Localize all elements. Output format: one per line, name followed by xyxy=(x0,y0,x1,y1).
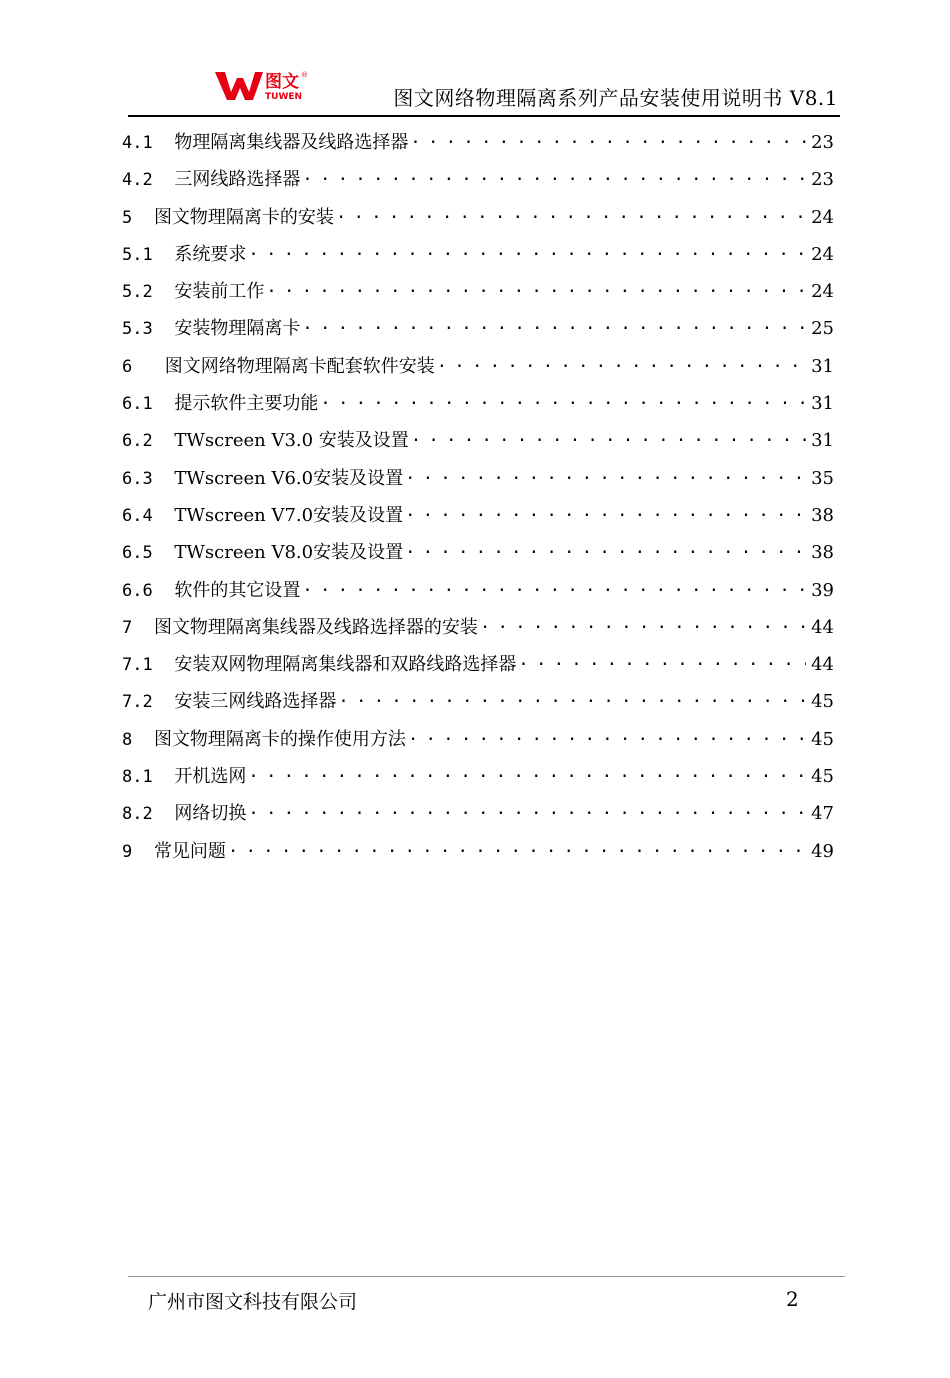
toc-entry[interactable] xyxy=(122,646,834,683)
logo-brand-cn: 图文 xyxy=(265,72,299,92)
toc-entry-number: 9 xyxy=(122,841,133,862)
toc-entry-gap xyxy=(153,683,175,720)
document-title: 图文网络物理隔离系列产品安装使用说明书 V8.1 xyxy=(393,86,838,110)
toc-dot-leader xyxy=(518,652,806,670)
toc-entry[interactable] xyxy=(122,385,834,422)
toc-dot-leader xyxy=(437,354,806,372)
toc-entry[interactable] xyxy=(122,721,834,758)
toc-entry-number: 8.1 xyxy=(122,767,153,788)
toc-entry-number: 4.2 xyxy=(122,170,153,191)
toc-entry-page: 25 xyxy=(811,318,834,340)
toc-dot-leader xyxy=(480,615,806,633)
tuwen-logo xyxy=(213,68,309,104)
logo-brand-en: TUWEN xyxy=(265,92,303,102)
toc-dot-leader xyxy=(410,130,806,148)
toc-entry-gap xyxy=(153,795,175,832)
toc-entry-number: 6 xyxy=(122,356,133,377)
toc-dot-leader xyxy=(248,801,806,819)
toc-entry-page: 31 xyxy=(811,355,834,377)
toc-entry[interactable] xyxy=(122,833,834,870)
toc-dot-leader xyxy=(338,689,806,707)
toc-entry-page: 45 xyxy=(811,691,834,713)
toc-dot-leader xyxy=(405,466,806,484)
toc-entry-page: 23 xyxy=(811,169,834,191)
toc-entry-page: 31 xyxy=(811,430,834,452)
toc-entry-number: 5 xyxy=(122,207,133,228)
toc-entry-gap xyxy=(153,422,175,459)
toc-entry[interactable] xyxy=(122,572,834,609)
toc-entry-title: 三网线路选择器 xyxy=(174,169,301,191)
toc-entry-gap xyxy=(153,460,175,497)
toc-dot-leader xyxy=(302,316,806,334)
toc-entry[interactable] xyxy=(122,683,834,720)
page-number: 2 xyxy=(786,1287,799,1311)
toc-entry-gap xyxy=(153,572,175,609)
toc-entry-number: 6.4 xyxy=(122,505,153,526)
toc-entry-number: 5.1 xyxy=(122,244,153,265)
toc-entry[interactable] xyxy=(122,422,834,459)
toc-entry-gap xyxy=(153,534,175,571)
toc-entry-gap xyxy=(153,161,175,198)
toc-entry-page: 24 xyxy=(811,206,834,228)
toc-entry-title: 网络切换 xyxy=(174,803,247,825)
toc-entry-title: 安装双网物理隔离集线器和双路线路选择器 xyxy=(174,654,517,676)
toc-entry-title: TWscreen V6.0安装及设置 xyxy=(174,467,404,489)
toc-entry[interactable] xyxy=(122,348,834,385)
toc-entry-page: 24 xyxy=(811,243,834,265)
toc-entry-number: 6.5 xyxy=(122,543,153,564)
footer-divider xyxy=(128,1276,845,1277)
header-divider xyxy=(128,115,840,117)
toc-entry[interactable] xyxy=(122,795,834,832)
toc-entry-page: 24 xyxy=(811,281,834,303)
logo-registered: ® xyxy=(301,71,308,79)
toc-dot-leader xyxy=(266,279,806,297)
toc-entry[interactable] xyxy=(122,124,834,161)
toc-entry-number: 7.2 xyxy=(122,692,153,713)
toc-entry-gap xyxy=(153,646,175,683)
toc-entry-gap xyxy=(153,497,175,534)
toc-entry[interactable] xyxy=(122,310,834,347)
toc-entry-title: 软件的其它设置 xyxy=(174,579,301,601)
toc-entry-page: 31 xyxy=(811,393,834,415)
toc-entry-page: 39 xyxy=(811,579,834,601)
toc-entry-gap xyxy=(153,124,175,161)
toc-entry-gap xyxy=(132,348,165,385)
toc-entry-title: 图文物理隔离卡的操作使用方法 xyxy=(153,728,406,750)
w-mark-icon xyxy=(215,72,263,100)
toc-entry-gap xyxy=(153,273,175,310)
toc-entry-page: 45 xyxy=(811,728,834,750)
toc-dot-leader xyxy=(411,428,806,446)
toc-entry-gap xyxy=(132,721,154,758)
toc-entry-number: 7.1 xyxy=(122,655,153,676)
toc-dot-leader xyxy=(405,540,806,558)
toc-entry-page: 35 xyxy=(811,467,834,489)
table-of-contents xyxy=(122,124,834,870)
toc-entry-title: 图文物理隔离集线器及线路选择器的安装 xyxy=(153,616,478,638)
toc-entry-number: 4.1 xyxy=(122,133,153,153)
toc-dot-leader xyxy=(228,839,806,857)
toc-entry-title: 提示软件主要功能 xyxy=(174,393,319,415)
toc-entry-gap xyxy=(132,833,154,870)
toc-entry-page: 45 xyxy=(811,766,834,788)
toc-entry-title: 安装前工作 xyxy=(174,281,265,303)
toc-entry-title: TWscreen V3.0 安装及设置 xyxy=(174,430,409,452)
toc-entry[interactable] xyxy=(122,534,834,571)
toc-entry-number: 8 xyxy=(122,729,133,750)
toc-entry-title: TWscreen V7.0安装及设置 xyxy=(174,504,404,526)
toc-entry-gap xyxy=(153,758,175,795)
toc-entry-title: 物理隔离集线器及线路选择器 xyxy=(174,132,409,153)
toc-entry-page: 44 xyxy=(811,616,834,638)
toc-entry-title: 安装三网线路选择器 xyxy=(174,691,337,713)
toc-entry[interactable] xyxy=(122,758,834,795)
toc-entry[interactable] xyxy=(122,460,834,497)
toc-dot-leader xyxy=(408,727,806,745)
toc-entry[interactable] xyxy=(122,609,834,646)
toc-entry-page: 38 xyxy=(811,504,834,526)
toc-entry-gap xyxy=(153,310,175,347)
toc-entry[interactable] xyxy=(122,161,834,198)
toc-dot-leader xyxy=(320,391,806,409)
toc-entry-title: 图文网络物理隔离卡配套软件安装 xyxy=(164,355,435,377)
toc-entry-title: 开机选网 xyxy=(174,766,247,788)
toc-entry-gap xyxy=(153,385,175,422)
toc-entry-number: 6.1 xyxy=(122,394,153,415)
toc-entry-title: 系统要求 xyxy=(174,243,247,265)
toc-entry-page: 38 xyxy=(811,542,834,564)
toc-entry-gap xyxy=(153,236,175,273)
toc-dot-leader xyxy=(405,503,806,521)
toc-dot-leader xyxy=(302,167,806,185)
toc-entry-page: 49 xyxy=(811,840,834,862)
toc-entry-page: 23 xyxy=(811,132,834,153)
footer-company: 广州市图文科技有限公司 xyxy=(148,1291,358,1313)
toc-entry-title: 常见问题 xyxy=(153,840,226,862)
toc-entry-number: 5.3 xyxy=(122,319,153,340)
toc-entry[interactable] xyxy=(122,273,834,310)
toc-entry-page: 44 xyxy=(811,654,834,676)
toc-entry[interactable] xyxy=(122,236,834,273)
toc-entry-number: 7 xyxy=(122,617,133,638)
toc-entry-gap xyxy=(132,199,154,236)
toc-entry-number: 6.2 xyxy=(122,431,153,452)
toc-entry[interactable] xyxy=(122,497,834,534)
toc-dot-leader xyxy=(248,242,806,260)
toc-entry-title: 图文物理隔离卡的安装 xyxy=(153,206,334,228)
toc-entry-title: 安装物理隔离卡 xyxy=(174,318,301,340)
toc-dot-leader xyxy=(302,578,806,596)
toc-entry-number: 5.2 xyxy=(122,282,153,303)
toc-dot-leader xyxy=(336,205,806,223)
toc-entry-gap xyxy=(132,609,154,646)
toc-entry[interactable] xyxy=(122,199,834,236)
toc-entry-title: TWscreen V8.0安装及设置 xyxy=(174,542,404,564)
toc-entry-page: 47 xyxy=(811,803,834,825)
toc-dot-leader xyxy=(248,764,806,782)
toc-entry-number: 6.6 xyxy=(122,580,153,601)
toc-entry-number: 6.3 xyxy=(122,468,153,489)
toc-entry-number: 8.2 xyxy=(122,804,153,825)
